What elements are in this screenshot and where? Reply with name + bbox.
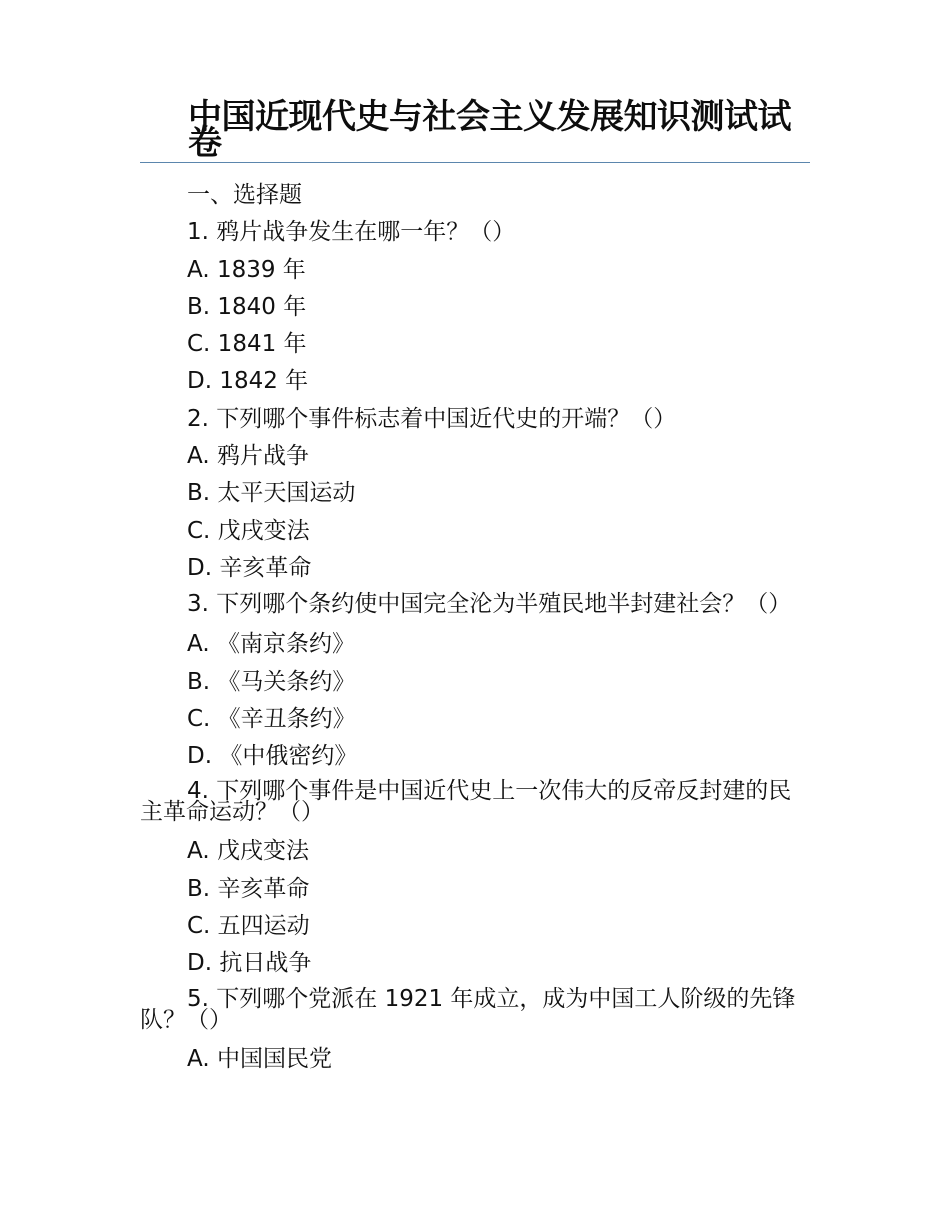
question-3-option-c: C. 《辛丑条约》	[187, 705, 356, 732]
question-3-stem: 3. 下列哪个条约使中国完全沦为半殖民地半封建社会？（）	[187, 591, 792, 618]
title-block	[140, 97, 810, 163]
question-4-option-b: B. 辛亥革命	[187, 875, 310, 902]
section-heading: 一、选择题	[187, 182, 302, 208]
question-1-option-a: A. 1839 年	[187, 256, 306, 283]
question-4-stem: 4. 下列哪个事件是中国近代史上一次伟大的反帝反封建的民主革命运动？（）	[140, 778, 792, 826]
question-3-option-a: A. 《南京条约》	[187, 631, 355, 658]
question-1-option-d: D. 1842 年	[187, 368, 309, 395]
question-5-option-a: A. 中国国民党	[187, 1045, 332, 1072]
question-2-option-d: D. 辛亥革命	[187, 554, 312, 581]
question-5-stem: 5. 下列哪个党派在 1921 年成立，成为中国工人阶级的先锋队？（）	[140, 985, 796, 1033]
question-3-option-d: D. 《中俄密约》	[187, 743, 358, 770]
question-1-option-b: B. 1840 年	[187, 293, 307, 320]
question-2-option-b: B. 太平天国运动	[187, 480, 356, 507]
question-4-option-a: A. 戊戌变法	[187, 838, 309, 865]
document-body	[140, 177, 810, 1078]
question-2-option-c: C. 戊戌变法	[187, 517, 310, 544]
question-4-option-d: D. 抗日战争	[187, 950, 312, 977]
question-1-stem: 1. 鸦片战争发生在哪一年？（）	[187, 219, 516, 246]
question-4-option-c: C. 五四运动	[187, 913, 310, 940]
question-2-stem: 2. 下列哪个事件标志着中国近代史的开端？（）	[187, 405, 677, 432]
question-1-option-c: C. 1841 年	[187, 331, 307, 358]
question-2-option-a: A. 鸦片战争	[187, 443, 309, 470]
page-title: 中国近现代史与社会主义发展知识测试试卷	[188, 97, 791, 163]
question-3-option-b: B. 《马关条约》	[187, 668, 356, 695]
